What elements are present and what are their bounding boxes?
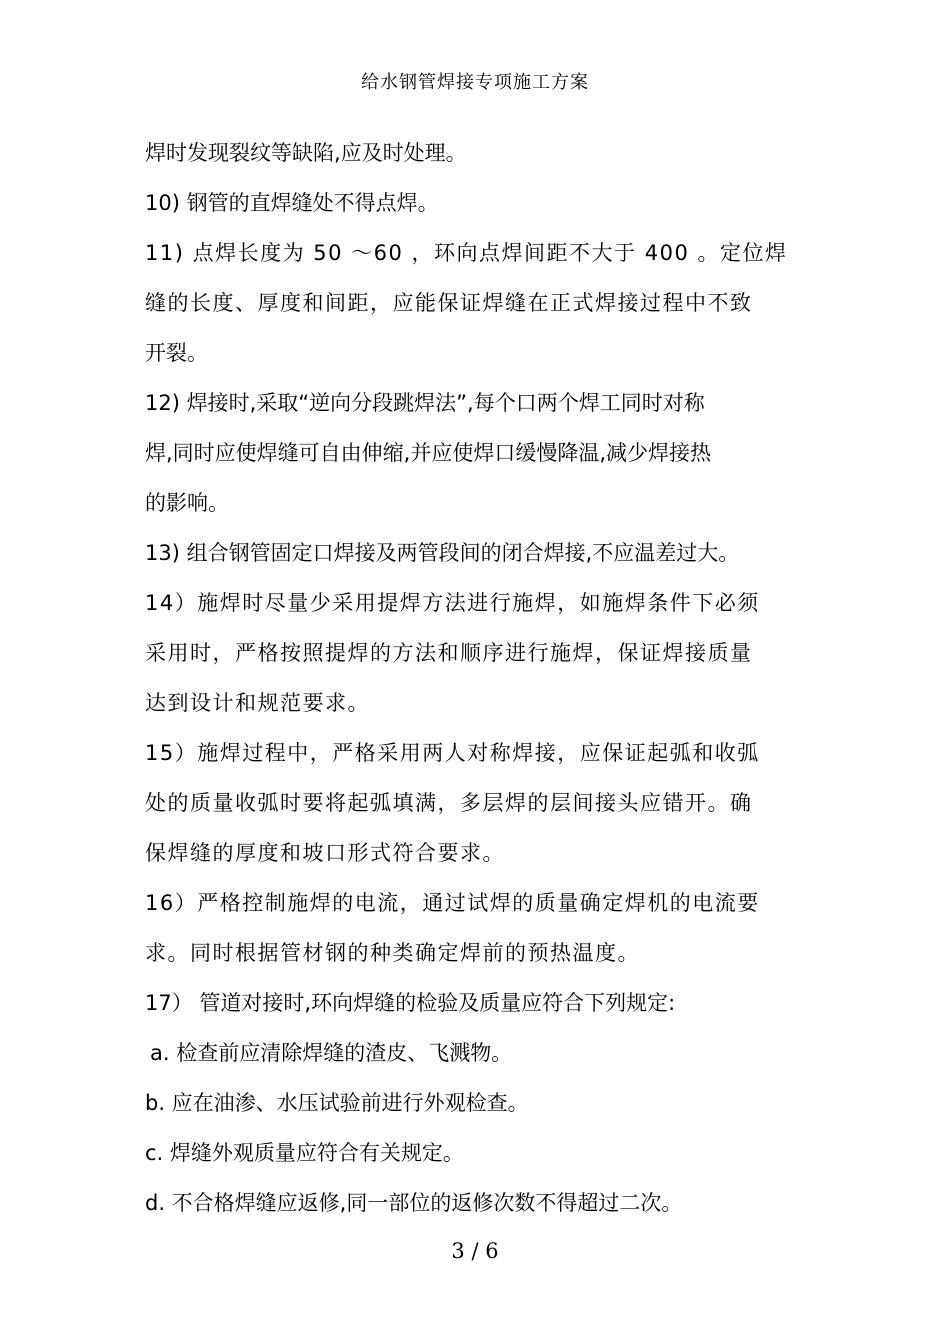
document-body xyxy=(145,128,810,1228)
body-line: 11) 点焊长度为 50 ～60 ，环向点焊间距不大于 400 。定位焊 xyxy=(145,241,788,265)
body-line: 12) 焊接时,采取“逆向分段跳焊法”,每个口两个焊工同时对称 xyxy=(145,391,705,415)
page-number: 3 / 6 xyxy=(451,1239,499,1263)
body-line: b. 应在油渗、水压试验前进行外观检查。 xyxy=(145,1091,529,1115)
body-line: 达到设计和规范要求。 xyxy=(145,691,370,715)
body-line: c. 焊缝外观质量应符合有关规定。 xyxy=(145,1141,464,1165)
body-line: 保焊缝的厚度和坡口形式符合要求。 xyxy=(145,841,505,865)
page-header-title: 给水钢管焊接专项施工方案 xyxy=(361,72,589,93)
body-line: 求。同时根据管材钢的种类确定焊前的预热温度。 xyxy=(145,941,640,965)
body-line: d. 不合格焊缝应返修,同一部位的返修次数不得超过二次。 xyxy=(145,1191,683,1215)
body-line: 10) 钢管的直焊缝处不得点焊。 xyxy=(145,191,439,215)
body-line: 焊,同时应使焊缝可自由伸缩,并应使焊口缓慢降温,减少焊接热 xyxy=(145,441,712,465)
body-line: 16）严格控制施焊的电流，通过试焊的质量确定焊机的电流要 xyxy=(145,891,760,915)
body-line: 15）施焊过程中，严格采用两人对称焊接，应保证起弧和收弧 xyxy=(145,741,760,765)
body-line: 17） 管道对接时,环向焊缝的检验及质量应符合下列规定: xyxy=(145,991,676,1015)
body-line: 处的质量收弧时要将起弧填满，多层焊的层间接头应错开。确 xyxy=(145,791,753,815)
body-line: 的影响。 xyxy=(145,491,229,515)
body-line: 缝的长度、厚度和间距，应能保证焊缝在正式焊接过程中不致 xyxy=(145,291,753,315)
body-line: 14）施焊时尽量少采用提焊方法进行施焊，如施焊条件下必须 xyxy=(145,591,760,615)
body-line: 焊时发现裂纹等缺陷,应及时处理。 xyxy=(145,141,467,165)
body-line: a. 检查前应清除焊缝的渣皮、飞溅物。 xyxy=(150,1041,513,1065)
body-line: 开裂。 xyxy=(145,341,208,365)
body-line: 13) 组合钢管固定口焊接及两管段间的闭合焊接,不应温差过大。 xyxy=(145,541,740,565)
body-line: 采用时，严格按照提焊的方法和顺序进行施焊，保证焊接质量 xyxy=(145,641,753,665)
